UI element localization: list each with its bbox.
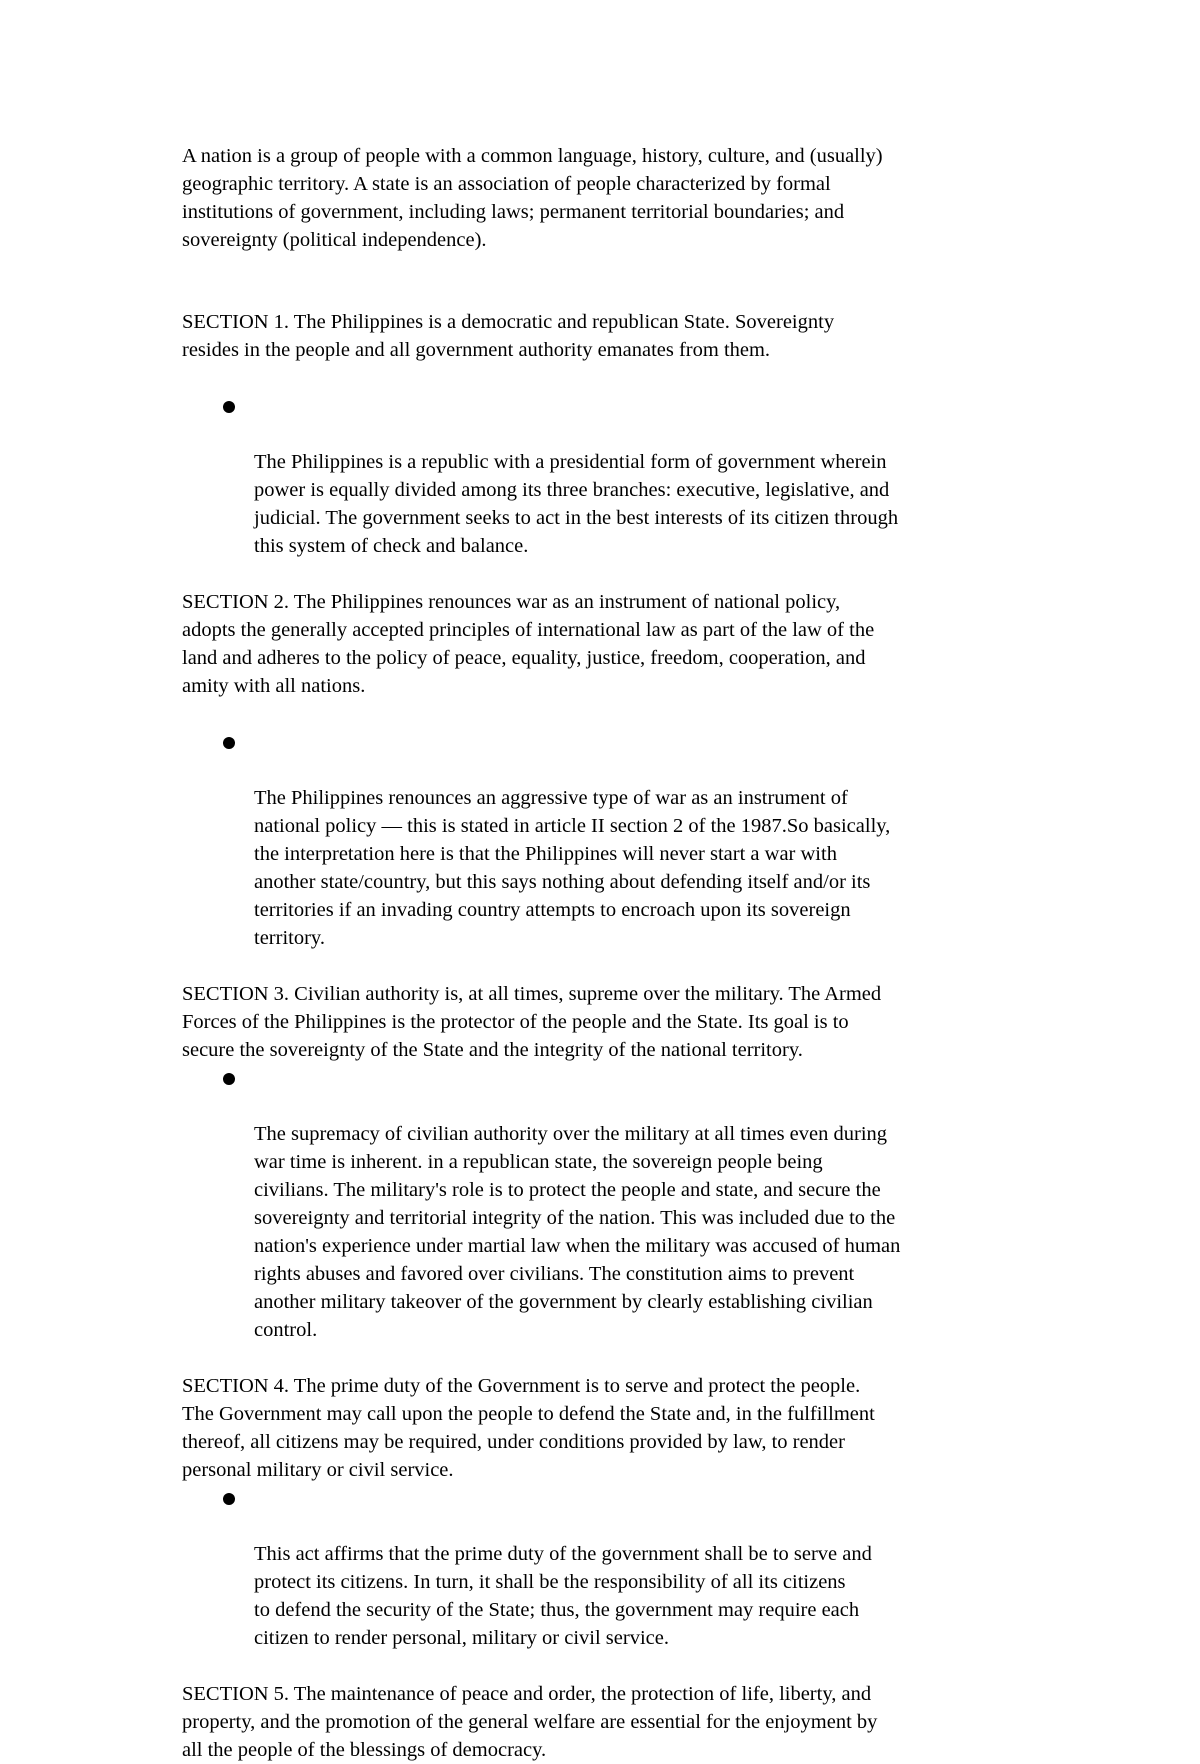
section-4-note	[182, 1484, 1042, 1652]
section-5-text: SECTION 5. The maintenance of peace and order, the protection of life, liberty, and property, and the promotion of the general welfare are essential for the enjoyment by all the people of the blessings of democracy.	[182, 1683, 878, 1761]
section-4-note-text: This act affirms that the prime duty of the government shall be to serve and protect its citizens. In turn, it shall be the responsibility of all its citizens to defend the security of the State; thus, the government may require each citizen to render personal, military or civil service.	[254, 1543, 872, 1649]
section-4-text: SECTION 4. The prime duty of the Government is to serve and protect the people. The Government may call upon the people to defend the State and, in the fulfillment thereof, all citizens may be required, under conditions provided by law, to render personal military or civil service.	[182, 1375, 875, 1481]
bullet-icon	[223, 401, 235, 413]
section-3-note	[182, 1064, 1042, 1344]
bullet-icon	[223, 1073, 235, 1085]
intro-paragraph: A nation is a group of people with a common language, history, culture, and (usually) geographic territory. A state is an association of people characterized by formal institutions of government, including laws; permanent territorial boundaries; and sovereignty (political independence).	[182, 145, 883, 251]
section-2-note	[182, 728, 1042, 952]
bullet-icon	[223, 737, 235, 749]
bullet-icon	[223, 1493, 235, 1505]
section-2-note-text: The Philippines renounces an aggressive type of war as an instrument of national policy — this is stated in article II section 2 of the 1987.So basically, the interpretation here is that the Philippines will never start a war with another state/country, but this says nothing about defending itself and/or its territories if an invading country attempts to encroach upon its sovereign territory.	[254, 787, 891, 949]
section-2-text: SECTION 2. The Philippines renounces war as an instrument of national policy, adopts the generally accepted principles of international law as part of the law of the land and adheres to the policy of peace, equality, justice, freedom, cooperation, and amity with all nations.	[182, 591, 875, 697]
document-page	[182, 142, 1042, 1764]
section-1-text: SECTION 1. The Philippines is a democratic and republican State. Sovereignty resides in the people and all government authority emanates from them.	[182, 311, 835, 361]
section-3-text: SECTION 3. Civilian authority is, at all times, supreme over the military. The Armed Forces of the Philippines is the protector of the people and the State. Its goal is to secure the sovereignty of the State and the integrity of the national territory.	[182, 983, 882, 1061]
section-1-note	[182, 392, 1042, 560]
section-3-note-text: The supremacy of civilian authority over the military at all times even during war time is inherent. in a republican state, the sovereign people being civilians. The military's role is to protect the people and state, and secure the sovereignty and territorial integrity of the nation. This was included due to the nation's experience under martial law when the military was accused of human rights abuses and favored over civilians. The constitution aims to prevent another military takeover of the government by clearly establishing civilian control.	[254, 1123, 901, 1341]
section-1-note-text: The Philippines is a republic with a presidential form of government wherein power is equally divided among its three branches: executive, legislative, and judicial. The government seeks to act in the best interests of its citizen through this system of check and balance.	[254, 451, 899, 557]
